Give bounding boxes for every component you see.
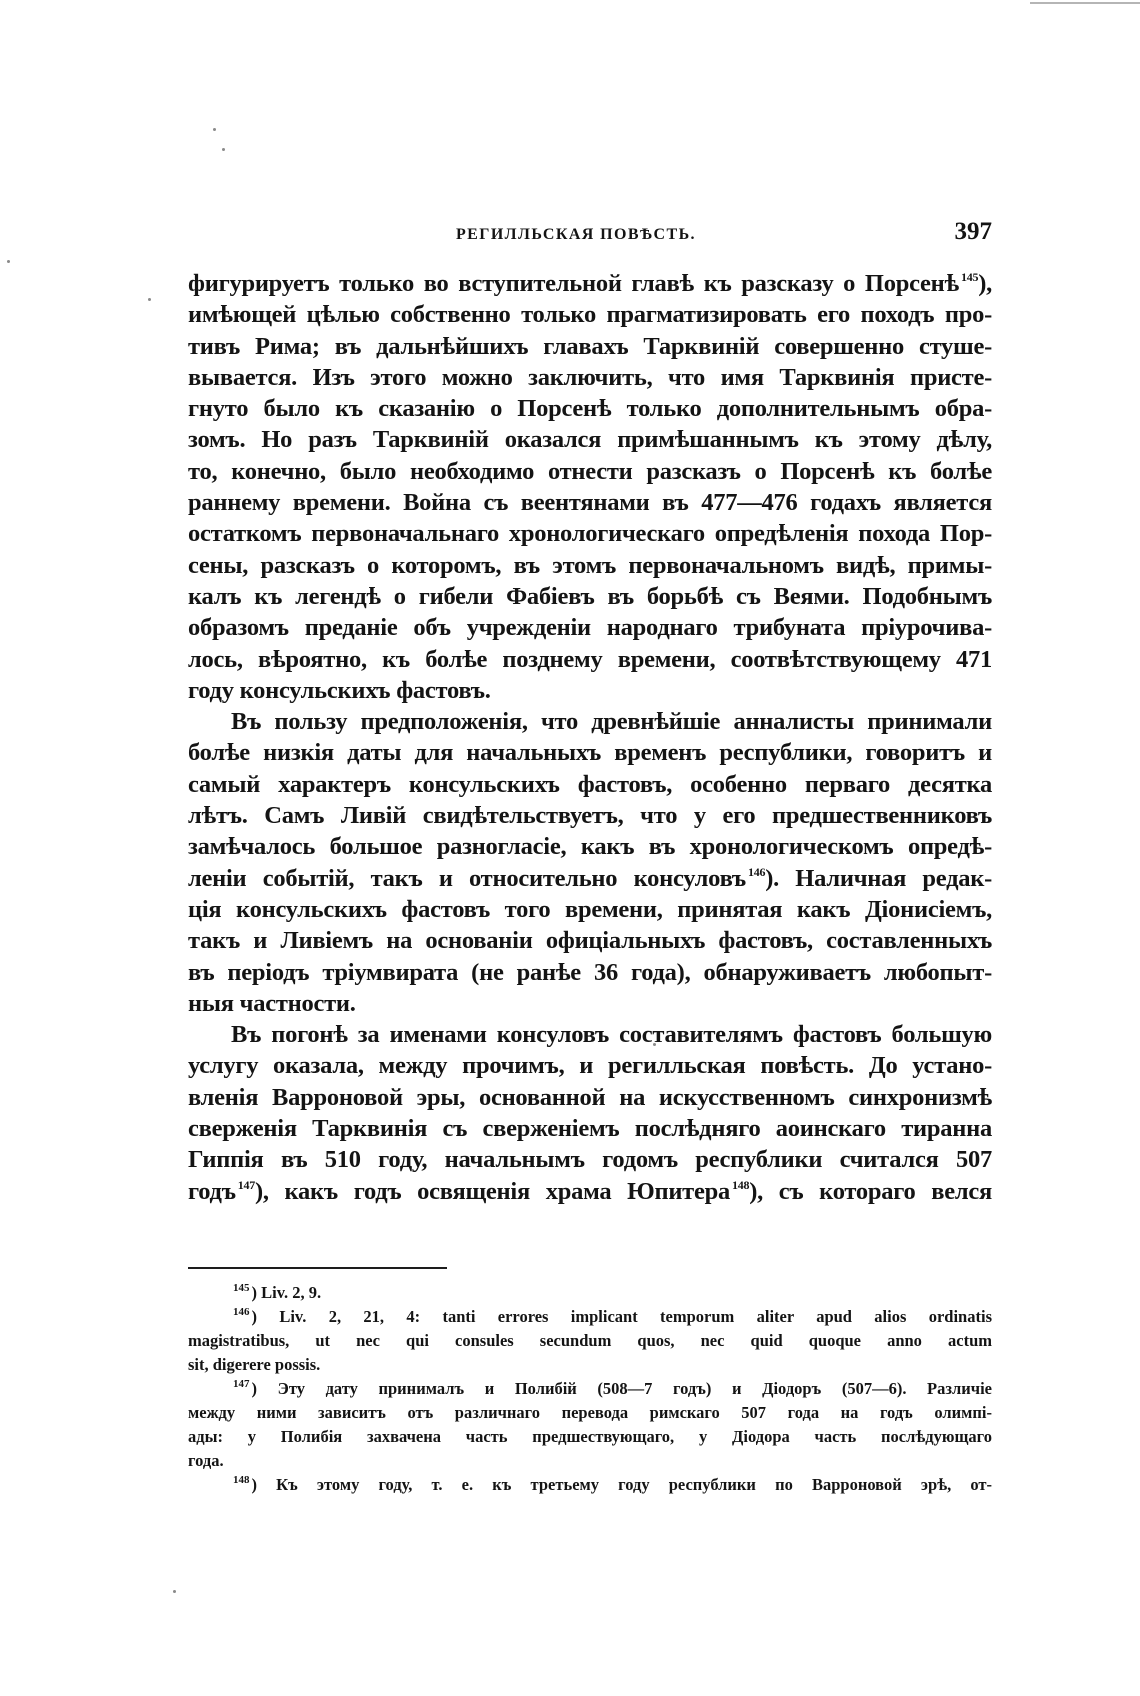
text-line: ныя частности. bbox=[188, 989, 356, 1017]
text-line: вывается. Изъ этого можно заключить, что имя Тарквинія присте- bbox=[188, 363, 992, 391]
footnote-line: sit, digerere possis. bbox=[188, 1355, 321, 1374]
text-line: фигурируетъ только во вступительной главѣ къ разсказу о Порсенѣ $^{145}$), bbox=[188, 270, 992, 297]
footnote-line: magistratibus, ut nec qui consules secundum quos, nec quid quoque anno actum bbox=[188, 1331, 992, 1350]
footnotes bbox=[188, 1281, 992, 1497]
footnote-line: между ними зависитъ отъ различнаго перевода римскаго 507 года на годъ олимпі- bbox=[188, 1403, 992, 1422]
footnote-reference: 146 bbox=[747, 864, 766, 879]
footnote-line: $^{146}$ ) Liv. 2, 21, 4: tanti errores implicant temporum aliter apud alios ordinatis bbox=[233, 1306, 992, 1326]
text-line: сены, разсказъ о которомъ, въ этомъ первоначальномъ видѣ, примы- bbox=[188, 551, 992, 579]
footnote-reference: 148 bbox=[731, 1177, 750, 1192]
text-line: такъ и Ливіемъ на основаніи офиціальныхъ фастовъ, составленныхъ bbox=[188, 927, 992, 955]
footnote-reference: 147 bbox=[237, 1177, 255, 1192]
text-line: Въ погонѣ за именами консуловъ составителямъ фастовъ большую bbox=[231, 1021, 992, 1049]
text-line: году консульскихъ фастовъ. bbox=[188, 676, 491, 704]
footnote-line: $^{145}$ ) Liv. 2, 9. bbox=[233, 1282, 322, 1302]
text-line: годъ $^{147}$), какъ годъ освященія храма Юпитера $^{148}$), съ котораго велся bbox=[188, 1177, 992, 1205]
text-line: раннему времени. Война съ веентянами въ 477—476 годахъ является bbox=[188, 489, 992, 517]
main-text bbox=[188, 268, 992, 1207]
text-line: имѣющей цѣлью собственно только прагматизировать его походъ про- bbox=[188, 301, 992, 329]
text-line: ція консульскихъ фастовъ того времени, принятая какъ Діонисіемъ, bbox=[188, 895, 992, 923]
footnote-mark: 145 bbox=[233, 1282, 250, 1294]
text-line: то, конечно, было необходимо отнести разсказъ о Порсенѣ къ болѣе bbox=[188, 457, 992, 485]
footnote-line: ады: у Полибія захвачена часть предшествующаго, у Діодора часть послѣдующаго bbox=[188, 1427, 992, 1446]
footnote-mark: 146 bbox=[233, 1306, 250, 1318]
text-line: тивъ Рима; въ дальнѣйшихъ главахъ Тарквиній совершенно стуше- bbox=[188, 332, 992, 360]
footnote-reference: 145 bbox=[960, 270, 979, 284]
text-line: образомъ преданіе объ учрежденіи народнаго трибуната пріурочива- bbox=[188, 614, 992, 642]
text-line: сверженія Тарквинія съ сверженіемъ послѣдняго аоинскаго тиранна bbox=[188, 1115, 992, 1143]
text-line: лѣтъ. Самъ Ливій свидѣтельствуетъ, что у его предшественниковъ bbox=[188, 802, 992, 830]
footnote-divider bbox=[188, 1267, 447, 1269]
footnote-mark: 148 bbox=[233, 1474, 250, 1486]
text-line: самый характеръ консульскихъ фастовъ, особенно перваго десятка bbox=[188, 770, 992, 798]
text-line: леніи событій, такъ и относительно консуловъ $^{146}$). Наличная редак- bbox=[188, 864, 993, 892]
text-line: Въ пользу предположенія, что древнѣйшіе анналисты принимали bbox=[231, 708, 992, 736]
text-line: услугу оказала, между прочимъ, и регилльская повѣсть. До устано- bbox=[188, 1052, 992, 1080]
running-head bbox=[188, 218, 992, 252]
text-line: вленія Варроновой эры, основанной на искусственномъ синхронизмѣ bbox=[188, 1083, 992, 1111]
text-line: гнуто было къ сказанію о Порсенѣ только дополнительнымъ обра- bbox=[188, 395, 992, 423]
scan-edge-line bbox=[1030, 2, 1140, 4]
text-line: калъ къ легендѣ о гибели Фабіевъ въ борьбѣ съ Веями. Подобнымъ bbox=[188, 582, 992, 610]
footnote-line: $^{147}$ ) Эту дату принималъ и Полибій (508—7 годъ) и Діодоръ (507—6). Различіе bbox=[233, 1378, 992, 1398]
text-line: замѣчалось большое разногласіе, какъ въ хронологическомъ опредѣ- bbox=[188, 833, 992, 861]
text-line: лось, вѣроятно, къ болѣе позднему времени, соотвѣтствующему 471 bbox=[188, 645, 992, 673]
footnote-mark: 147 bbox=[233, 1378, 250, 1390]
text-line: зомъ. Но разъ Тарквиній оказался примѣшаннымъ къ этому дѣлу, bbox=[188, 426, 992, 454]
text-line: болѣе низкія даты для начальныхъ временъ республики, говоритъ и bbox=[188, 739, 992, 767]
footnote-line: года. bbox=[188, 1451, 224, 1470]
running-title: РЕГИЛЛЬСКАЯ ПОВѢСТЬ. bbox=[456, 226, 696, 243]
text-line: Гиппія въ 510 году, начальнымъ годомъ республики считался 507 bbox=[188, 1146, 992, 1174]
page-number: 397 bbox=[954, 218, 992, 245]
footnote-line: $^{148}$ ) Къ этому году, т. е. къ третьему году республики по Варроновой эрѣ, от- bbox=[233, 1474, 992, 1494]
text-line: въ періодъ тріумвирата (не ранѣе 36 года), обнаруживаетъ любопыт- bbox=[188, 958, 992, 986]
text-line: остаткомъ первоначальнаго хронологическаго опредѣленія похода Пор- bbox=[188, 520, 992, 548]
